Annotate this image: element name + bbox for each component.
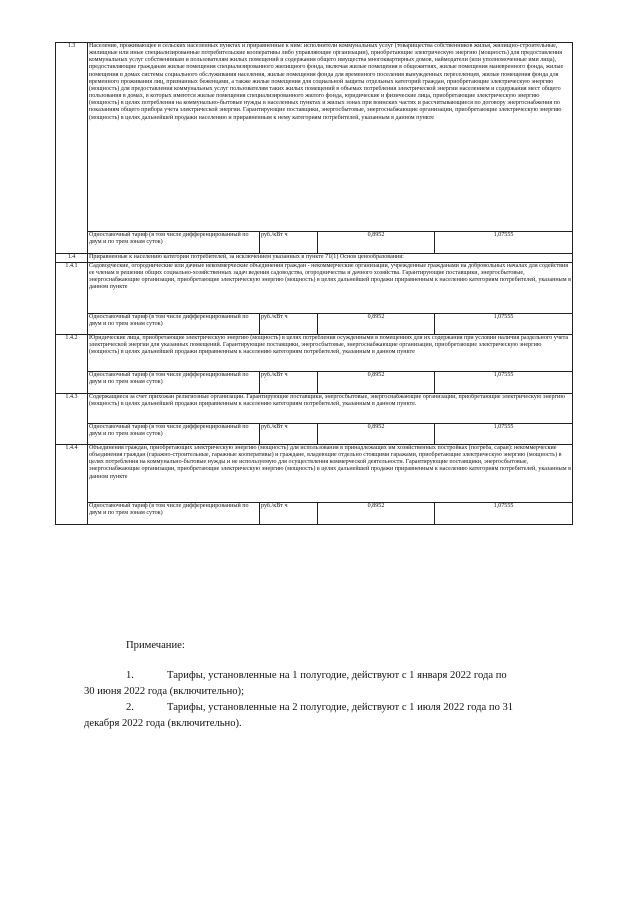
- notes-heading: Примечание:: [126, 640, 185, 651]
- tariff-value-h2: 1,07555: [435, 232, 573, 254]
- tariff-unit: руб./кВт ч: [260, 313, 318, 335]
- note-2-text-continued: декабря 2022 года (включительно).: [84, 718, 242, 729]
- tariff-row: [56, 232, 573, 254]
- table-row: [56, 253, 573, 262]
- row-description: Содержащиеся за счет прихожан религиозные организации. Гарантирующие поставщики, энергосбытовые, энергоснабжающие организации, приобретающие электрическую энергию (мощность) в целях дальнейшей продажи приравненным к населению категориям потребителей, указанным в данном пункте.: [88, 393, 573, 423]
- note-2-text: Тарифы, установленные на 2 полугодие, действуют с 1 июля 2022 года по 31: [167, 702, 514, 713]
- tariff-row: [56, 423, 573, 445]
- tariff-unit: руб./кВт ч: [260, 423, 318, 445]
- row-description: Садоводческие, огороднические или дачные некоммерческие объединения граждан - некоммерческие организации, учрежденные гражданами на добровольных началах для содействия ее членам в решении общих социально-хозяйственных задач ведения садоводства, огородничества и дачного хозяйства. Гарантирующие поставщики, энергосбытовые, энергоснабжающие организации, приобретающие электрическую энергию (мощность) в целях дальнейшей продажи приравненным к населению категориям потребителей, указанным в данном пункте: [88, 262, 573, 313]
- row-description: Юридические лица, приобретающие электрическую энергию (мощность) в целях потребления осужденными в помещениях для их содержания при условии наличия раздельного учета электрической энергии для указанных помещений. Гарантирующие поставщики, энергосбытовые, энергоснабжающие организации, приобретающие электрическую энергию (мощность) в целях дальнейшей продажи приравненным к населению категориям потребителей, указанным в данном пункте: [88, 335, 573, 372]
- tariff-value-h1: 0,8952: [318, 423, 435, 445]
- tariff-value-h1: 0,8952: [318, 232, 435, 254]
- row-number: 1.4.1: [56, 262, 88, 335]
- row-description: Приравненные к населению категории потребителей, за исключением указанных в пункте 71(1) Основ ценообразования:: [88, 253, 573, 262]
- tariff-type: Одноставочный тариф (в том числе дифференцированный по двум и по трем зонам суток): [88, 372, 260, 394]
- row-number: 1.3: [56, 43, 88, 254]
- row-number: 1.4.4: [56, 445, 88, 525]
- tariff-value-h2: 1,07555: [435, 503, 573, 525]
- tariff-unit: руб./кВт ч: [260, 372, 318, 394]
- table-row: [56, 43, 573, 232]
- tariff-table: [55, 42, 573, 525]
- tariff-unit: руб./кВт ч: [260, 503, 318, 525]
- tariff-type: Одноставочный тариф (в том числе дифференцированный по двум и по трем зонам суток): [88, 423, 260, 445]
- table-row: [56, 262, 573, 313]
- row-number: 1.4.2: [56, 335, 88, 394]
- table-row: [56, 393, 573, 423]
- note-1-text-continued: 30 июня 2022 года (включительно);: [84, 686, 245, 697]
- note-1-number: 1.: [126, 670, 134, 681]
- tariff-type: Одноставочный тариф (в том числе дифференцированный по двум и по трем зонам суток): [88, 313, 260, 335]
- row-description: Объединения граждан, приобретающих электрическую энергию (мощность) для использования в принадлежащих им хозяйственных постройках (погреба, сараи): некоммерческие объединения граждан (гаражно-строительные, гаражные кооперативы) и граждане, владеющие отдельно стоящими гаражами, приобретающие электрическую энергию (мощность) в целях потребления на коммунально-бытовые нужды и не используемую для осуществления коммерческой деятельности. Гарантирующие поставщики, энергосбытовые, энергоснабжающие организации, приобретающие электрическую энергию (мощность) в целях дальнейшей продажи приравненным к населению категориям потребителей, указанным в данном пункте: [88, 445, 573, 503]
- tariff-value-h1: 0,8952: [318, 372, 435, 394]
- tariff-type: Одноставочный тариф (в том числе дифференцированный по двум и по трем зонам суток): [88, 232, 260, 254]
- tariff-unit: руб./кВт ч: [260, 232, 318, 254]
- table-row: [56, 445, 573, 503]
- tariff-row: [56, 503, 573, 525]
- tariff-value-h2: 1,07555: [435, 372, 573, 394]
- note-2-number: 2.: [126, 702, 134, 713]
- tariff-value-h1: 0,8952: [318, 503, 435, 525]
- note-1-text: Тарифы, установленные на 1 полугодие, действуют с 1 января 2022 года по: [167, 670, 507, 681]
- row-description: Население, проживающее в сельских населенных пунктах и приравненные к ним: исполнители коммунальных услуг (товарищества собственников жилья, жилищно-строительные, жилищные или иные специализированные потребительские кооперативы либо управляющие организации), приобретающие электрическую энергию (мощность) для предоставления коммунальных услуг собственникам и пользователям жилых помещений и содержания общего имущества многоквартирных домов, наймодатели (или уполномоченные ими лица), предоставляющие гражданам жилые помещения специализированного жилищного фонда, включая жилые помещения в общежитиях, жилые помещения маневренного фонда, жилые помещения в домах системы социального обслуживания населения, жилые помещения фонда для временного поселения вынужденных переселенцев, жилые помещения фонда для временного проживания лиц, признанных беженцами, а также жилые помещения для социальной защиты отдельных категорий граждан, приобретающие электрическую энергию (мощность) для предоставления коммунальных услуг пользователям таких жилых помещений в объемах потребления электрической энергии населением и содержания мест общего пользования в домах, в которых имеются жилые помещения специализированного жилого фонда, юридические и физические лица, приобретающие электрическую энергию (мощность) в целях потребления на коммунально-бытовые нужды в населенных пунктах и жилых зонах при воинских частях и рассчитывающиеся по договору энергоснабжения по показаниям общего прибора учета электрической энергии. Гарантирующие поставщики, энергосбытовые, энергоснабжающие организации, приобретающие электрическую энергию (мощность) в целях дальнейшей продажи населению и приравненным к нему категориям потребителей, указанным в данном пункте: [88, 43, 573, 232]
- table-row: [56, 335, 573, 372]
- row-number: 1.4.3: [56, 393, 88, 445]
- tariff-type: Одноставочный тариф (в том числе дифференцированный по двум и по трем зонам суток): [88, 503, 260, 525]
- row-number: 1.4: [56, 253, 88, 262]
- tariff-value-h1: 0,8952: [318, 313, 435, 335]
- tariff-value-h2: 1,07555: [435, 313, 573, 335]
- tariff-row: [56, 372, 573, 394]
- tariff-row: [56, 313, 573, 335]
- tariff-value-h2: 1,07555: [435, 423, 573, 445]
